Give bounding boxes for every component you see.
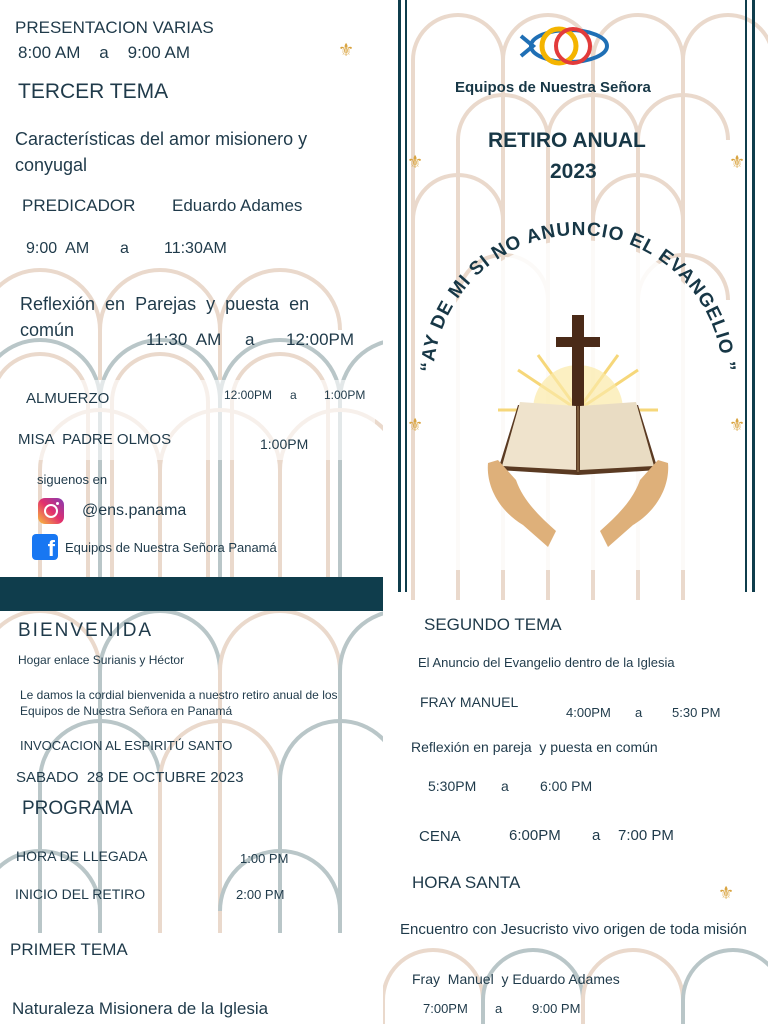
fleur-de-lis-icon: ⚜ xyxy=(718,883,735,903)
fray-manuel: FRAY MANUEL xyxy=(420,694,519,710)
panel-left-bottom xyxy=(0,611,383,1024)
almuerzo-start: 12:00PM xyxy=(224,388,273,402)
hora-llegada: HORA DE LLEGADA xyxy=(16,848,148,864)
panel-left-top xyxy=(0,0,383,577)
fleur-de-lis-icon: ⚜ xyxy=(729,152,746,172)
reflexion-time-start: 11:30 AM xyxy=(146,330,222,349)
inicio-retiro: INICIO DEL RETIRO xyxy=(15,886,146,902)
misa-time: 1:00PM xyxy=(260,436,309,452)
time1-end: 11:30AM xyxy=(164,240,227,257)
final-start: 7:00PM xyxy=(423,1001,468,1016)
presentacion-time: 8:00 AM a 9:00 AM xyxy=(18,43,190,62)
hands-icon xyxy=(478,455,678,550)
final-end: 9:00 PM xyxy=(532,1001,581,1016)
instagram-handle[interactable]: @ens.panama xyxy=(82,502,187,519)
hora-santa-heading: HORA SANTA xyxy=(412,873,521,892)
cena-start: 6:00PM xyxy=(509,827,561,844)
time1-a: a xyxy=(120,240,129,257)
cena-a: a xyxy=(592,827,601,844)
segundo-tema-heading: SEGUNDO TEMA xyxy=(424,615,562,634)
almuerzo-label: ALMUERZO xyxy=(26,390,110,407)
cena-label: CENA xyxy=(419,828,461,845)
facebook-page[interactable]: Equipos de Nuestra Señora Panamá xyxy=(65,540,277,555)
fleur-de-lis-icon: ⚜ xyxy=(338,40,355,60)
presentacion-title: PRESENTACION VARIAS xyxy=(15,18,214,37)
primer-tema-description: Naturaleza Misionera de la Iglesia xyxy=(12,999,269,1018)
encuentro-description: Encuentro con Jesucristo vivo origen de toda misión xyxy=(400,921,747,938)
time1-start: 9:00 AM xyxy=(26,240,90,257)
facebook-icon[interactable]: f xyxy=(32,534,58,560)
siguenos-label: siguenos en xyxy=(37,472,108,487)
fleur-de-lis-icon: ⚜ xyxy=(729,415,746,435)
panel-cover xyxy=(383,0,768,600)
predicador-label: PREDICADOR xyxy=(22,196,136,215)
hogar-enlace: Hogar enlace Surianis y Héctor xyxy=(18,653,185,667)
programa-heading: PROGRAMA xyxy=(22,798,133,819)
retiro-year: 2023 xyxy=(550,160,597,183)
tercer-tema-description: Características del amor misionero y conyugal xyxy=(15,129,308,175)
fray-eduardo: Fray Manuel y Eduardo Adames xyxy=(412,971,620,987)
instagram-icon[interactable] xyxy=(38,498,64,524)
divider-band xyxy=(0,577,383,611)
tercer-tema-heading: TERCER TEMA xyxy=(18,80,169,103)
final-a: a xyxy=(495,1001,503,1016)
panel-right-bottom xyxy=(383,600,768,1024)
cena-end: 7:00 PM xyxy=(618,827,674,844)
almuerzo-a: a xyxy=(290,388,297,402)
misa-label: MISA PADRE OLMOS xyxy=(18,431,172,448)
inicio-retiro-time: 2:00 PM xyxy=(236,887,285,902)
logo-icon xyxy=(517,22,613,70)
invocacion: INVOCACION AL ESPIRITÚ SANTO xyxy=(20,738,233,753)
reflexion-end: 6:00 PM xyxy=(540,778,593,794)
reflexion-a: a xyxy=(501,778,509,794)
hora-llegada-time: 1:00 PM xyxy=(240,851,289,866)
reflexion-pareja: Reflexión en pareja y puesta en común xyxy=(411,739,658,755)
primer-tema-heading: PRIMER TEMA xyxy=(10,940,128,959)
svg-text:“AY DE MI SI NO ANUNCIO EL EVA: “AY DE MI SI NO ANUNCIO EL EVANGELIO ” xyxy=(417,218,739,373)
retiro-title: RETIRO ANUAL xyxy=(488,129,646,152)
arc-motto xyxy=(408,200,748,400)
fleur-de-lis-icon: ⚜ xyxy=(407,152,424,172)
almuerzo-end: 1:00PM xyxy=(324,388,366,402)
org-name: Equipos de Nuestra Señora xyxy=(455,79,651,96)
segundo-tema-description: El Anuncio del Evangelio dentro de la Iglesia xyxy=(418,655,675,670)
reflexion-parejas: Reflexión en Parejas y puesta en común xyxy=(20,294,315,340)
welcome-message: Le damos la cordial bienvenida a nuestro retiro anual de los Equipos de Nuestra Señora en Panamá xyxy=(20,688,338,718)
fray-end: 5:30 PM xyxy=(672,705,721,720)
fray-start: 4:00PM xyxy=(566,705,611,720)
reflexion-start: 5:30PM xyxy=(428,778,477,794)
fleur-de-lis-icon: ⚜ xyxy=(407,415,424,435)
reflexion-time-a: a xyxy=(245,330,255,349)
reflexion-time-end: 12:00PM xyxy=(286,330,355,349)
predicador-name: Eduardo Adames xyxy=(172,196,303,215)
bienvenida-heading: BIENVENIDA xyxy=(18,620,154,641)
fray-a: a xyxy=(635,705,643,720)
fecha-sabado: SABADO 28 DE OCTUBRE 2023 xyxy=(16,769,244,786)
